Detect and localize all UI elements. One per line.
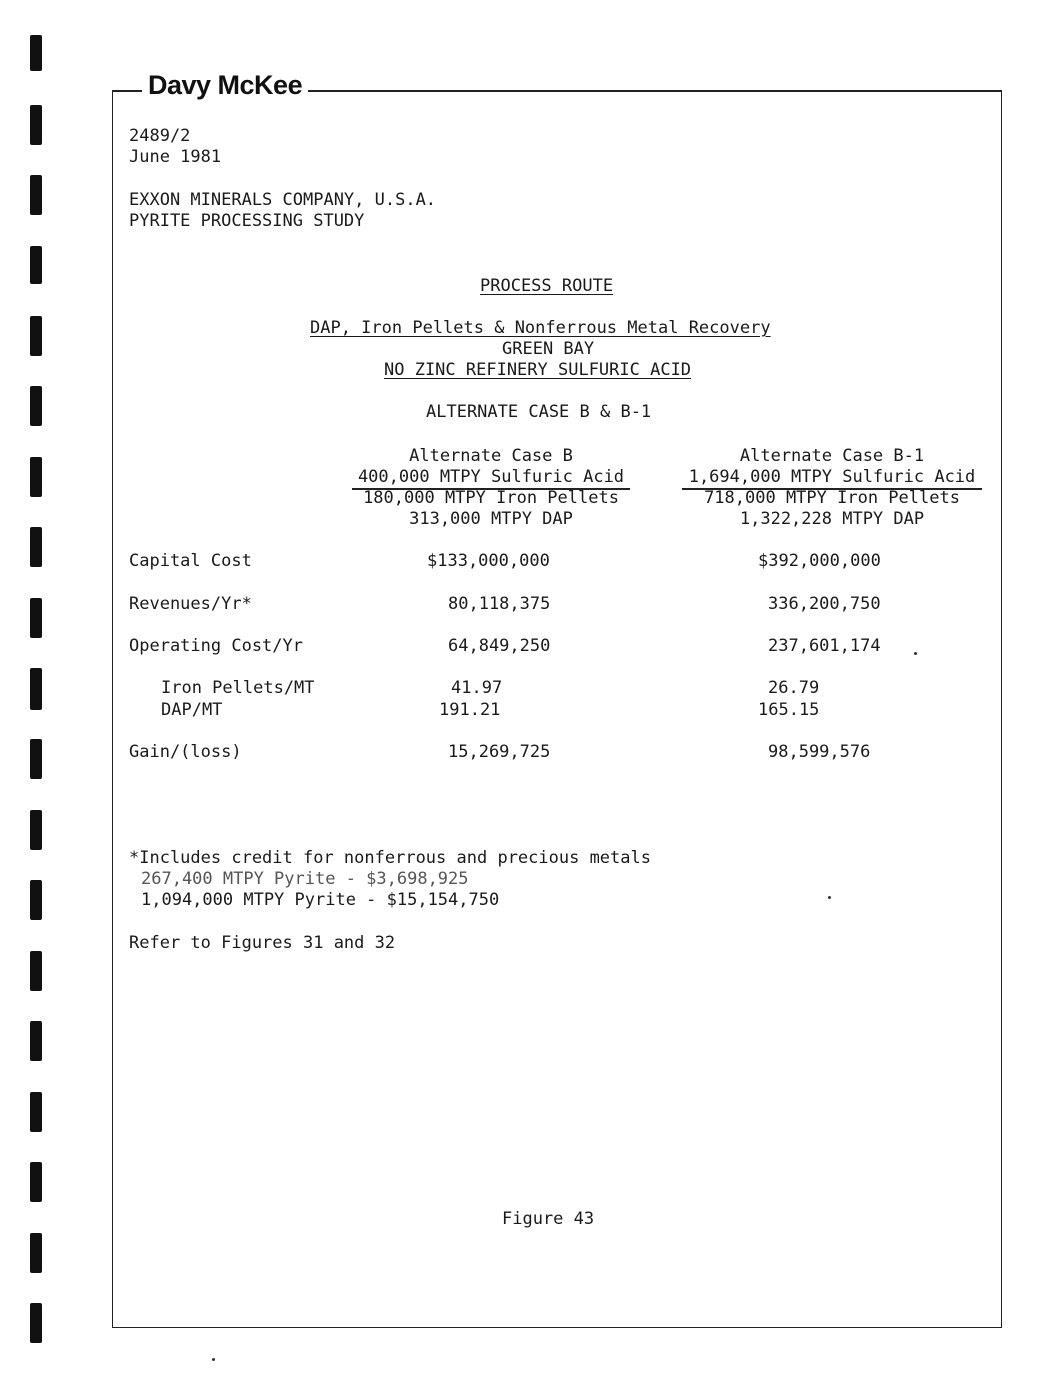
binder-mark: [30, 1021, 42, 1061]
capital-cost-b: $133,000,000: [427, 551, 550, 571]
operating-cost-b1: 237,601,174: [768, 636, 881, 656]
title-line-3: NO ZINC REFINERY SULFURIC ACID: [384, 360, 692, 380]
binder-mark: [30, 951, 42, 991]
case-b-dap: 313,000 MTPY DAP: [409, 509, 573, 529]
case-title: ALTERNATE CASE B & B-1: [426, 402, 652, 422]
gain-b1: 98,599,576: [768, 742, 871, 762]
binder-mark: [30, 1092, 42, 1132]
study-name: PYRITE PROCESSING STUDY: [129, 211, 365, 231]
operating-cost-b: 64,849,250: [448, 636, 551, 656]
revenues-b: 80,118,375: [448, 594, 551, 614]
footnote-line-1: *Includes credit for nonferrous and precious metals: [129, 848, 651, 868]
case-b1-header: Alternate Case B-1: [739, 446, 925, 466]
iron-pellets-b1: 26.79: [768, 678, 820, 698]
case-b-acid: 400,000 MTPY Sulfuric Acid: [357, 467, 625, 487]
scan-speck: [828, 896, 831, 899]
operating-cost-label: Operating Cost/Yr: [129, 636, 303, 656]
binder-mark: [30, 1303, 42, 1343]
binder-mark: [30, 386, 42, 426]
binder-mark: [30, 880, 42, 920]
binder-mark: [30, 35, 42, 71]
title-line-1: DAP, Iron Pellets & Nonferrous Metal Recovery: [310, 318, 771, 338]
binder-mark: [30, 527, 42, 567]
dap-b1: 165.15: [758, 700, 820, 720]
revenues-label: Revenues/Yr*: [129, 594, 252, 614]
binder-mark: [30, 598, 42, 638]
figure-reference: Refer to Figures 31 and 32: [129, 933, 396, 953]
binder-mark: [30, 668, 42, 710]
iron-pellets-label: Iron Pellets/MT: [161, 678, 315, 698]
binder-mark: [30, 1233, 42, 1273]
gain-label: Gain/(loss): [129, 742, 242, 762]
footnote-line-2: 267,400 MTPY Pyrite - $3,698,925: [141, 869, 469, 889]
binder-mark: [30, 175, 42, 215]
title-line-2: GREEN BAY: [502, 339, 595, 359]
process-route-heading: PROCESS ROUTE: [480, 276, 614, 296]
case-b-header: Alternate Case B: [409, 446, 573, 466]
capital-cost-label: Capital Cost: [129, 551, 252, 571]
binder-mark: [30, 810, 42, 850]
scan-speck: [212, 1358, 215, 1361]
revenues-b1: 336,200,750: [768, 594, 881, 614]
binder-mark: [30, 457, 42, 497]
iron-pellets-b: 41.97: [451, 678, 503, 698]
capital-cost-b1: $392,000,000: [758, 551, 881, 571]
binder-mark: [30, 1162, 42, 1202]
scan-speck: [914, 652, 917, 655]
document-number: 2489/2: [129, 126, 191, 146]
gain-b: 15,269,725: [448, 742, 551, 762]
figure-label: Figure 43: [502, 1209, 595, 1229]
case-b1-pellets: 718,000 MTPY Iron Pellets: [704, 488, 960, 508]
document-date: June 1981: [129, 147, 222, 167]
binder-mark: [30, 246, 42, 284]
dap-b: 191.21: [439, 700, 501, 720]
case-b-pellets: 180,000 MTPY Iron Pellets: [363, 488, 619, 508]
case-b1-acid: 1,694,000 MTPY Sulfuric Acid: [688, 467, 976, 487]
binder-mark: [30, 739, 42, 779]
binder-mark: [30, 316, 42, 356]
case-b1-dap: 1,322,228 MTPY DAP: [739, 509, 925, 529]
dap-label: DAP/MT: [161, 700, 223, 720]
company-logo: Davy McKee: [142, 70, 308, 101]
company-name: EXXON MINERALS COMPANY, U.S.A.: [129, 190, 437, 210]
footnote-line-3: 1,094,000 MTPY Pyrite - $15,154,750: [141, 890, 500, 910]
binder-mark: [30, 105, 42, 145]
